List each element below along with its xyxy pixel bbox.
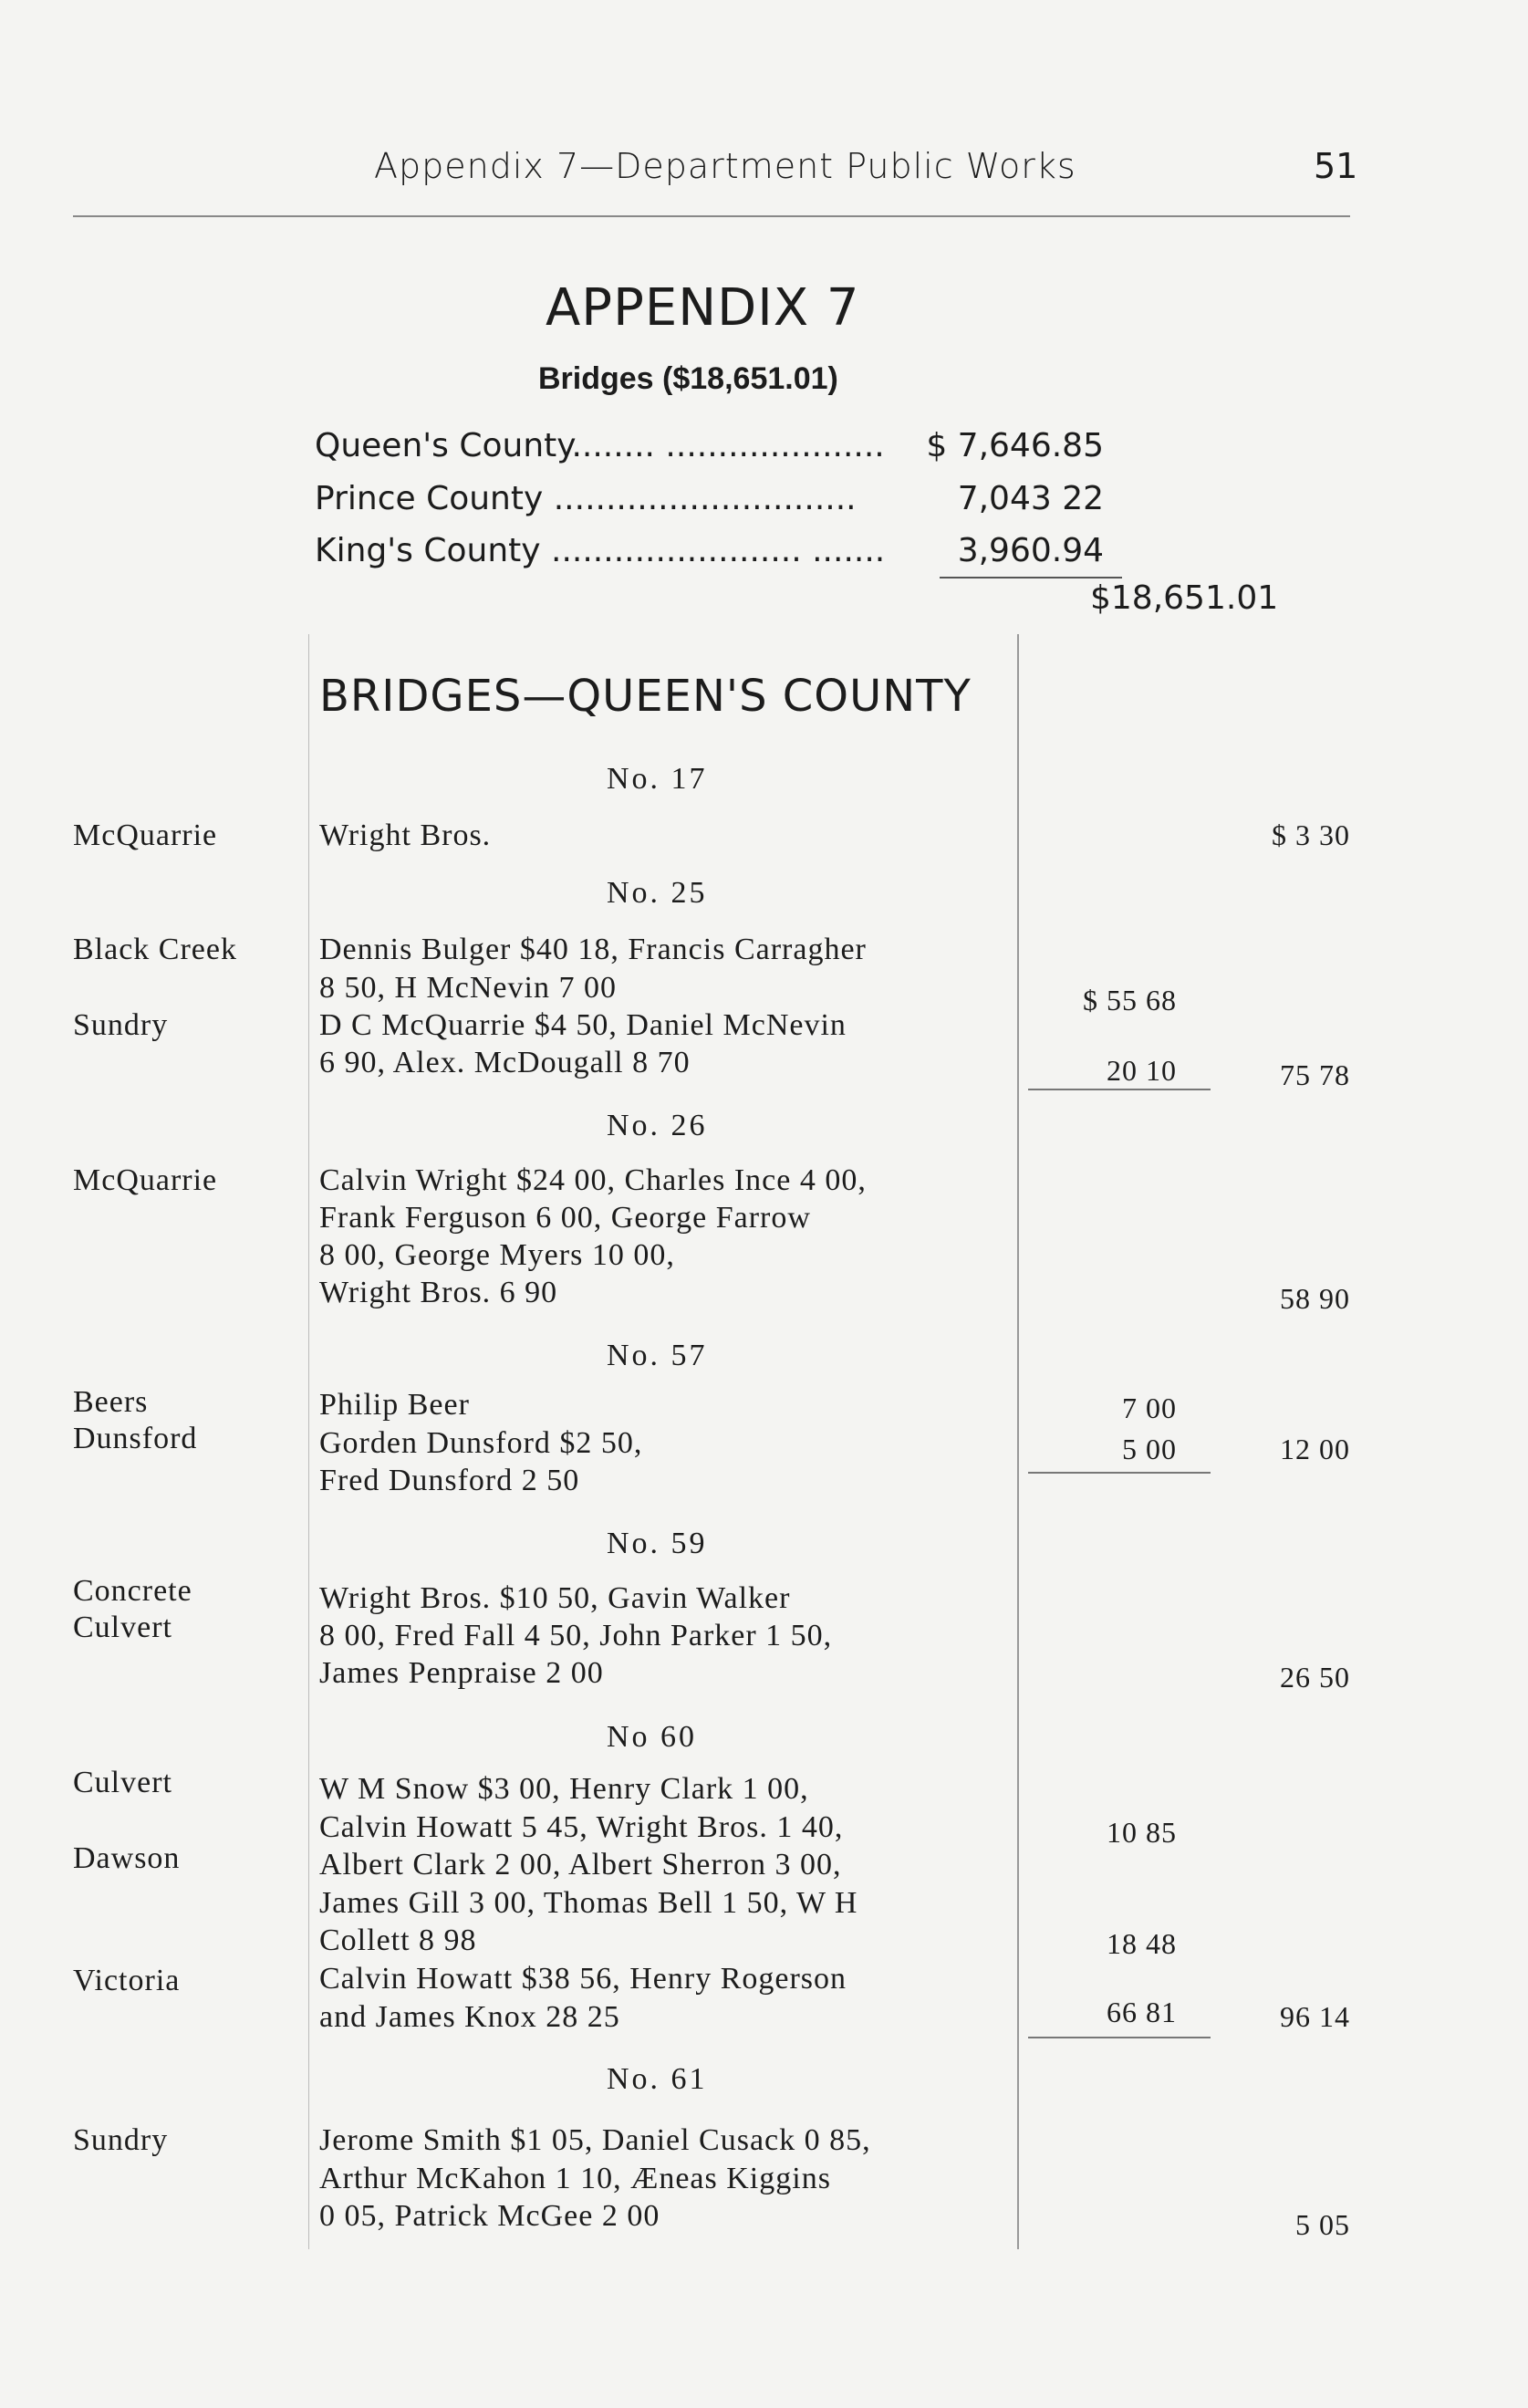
entry-line: and James Knox 28 25 [319,2000,620,2034]
entry-sub-amount: 20 10 [1107,1054,1177,1087]
summary-amount-prince: 7,043 22 [957,480,1104,517]
entry-line: Fred Dunsford 2 50 [319,1464,580,1497]
subtotal-rule [1028,1472,1211,1474]
entry-sub-amount: $ 55 68 [1083,984,1177,1016]
entry-side-label: McQuarrie [73,1163,218,1197]
entry-line: 6 90, Alex. McDougall 8 70 [319,1046,691,1079]
entry-sub-amount: 66 81 [1107,1996,1177,2028]
summary-label-prince: Prince County ............................. [315,480,857,517]
entry-total: 12 00 [1280,1433,1350,1465]
entry-total: $ 3 30 [1272,818,1350,851]
entry-total: 5 05 [1295,2208,1350,2241]
entry-line: D C McQuarrie $4 50, Daniel McNevin [319,1008,847,1042]
summary-amount-kings: 3,960.94 [957,532,1104,569]
column-divider-left [308,634,309,2249]
entry-line: Calvin Howatt 5 45, Wright Bros. 1 40, [319,1810,844,1844]
entry-line: Wright Bros. [319,818,492,852]
entry-line: Calvin Howatt $38 56, Henry Rogerson [319,1962,847,1996]
entry-total: 96 14 [1280,2000,1350,2033]
entry-line: 8 00, George Myers 10 00, [319,1238,675,1272]
entry-sub-amount: 18 48 [1107,1927,1177,1960]
entry-line: Wright Bros. $10 50, Gavin Walker [319,1581,791,1615]
entry-sub-amount: 5 00 [1122,1433,1177,1465]
entry-side-label: Sundry [73,2123,169,2157]
subtitle: Bridges ($18,651.01) [538,361,838,396]
entry-total: 75 78 [1280,1058,1350,1091]
subtotal-rule [1028,2037,1211,2038]
entry-total: 58 90 [1280,1282,1350,1315]
header-divider [73,215,1350,217]
summary-label-queens: Queen's County........ ..................... [315,427,885,464]
entry-side-label: Culvert [73,1611,172,1644]
entry-line: 0 05, Patrick McGee 2 00 [319,2199,660,2233]
entry-side-label: Beers [73,1385,149,1419]
entry-line: James Gill 3 00, Thomas Bell 1 50, W H [319,1886,858,1920]
entry-sub-amount: 10 85 [1107,1816,1177,1849]
section-title: BRIDGES—QUEEN'S COUNTY [319,671,972,722]
entry-number: No. 17 [607,762,708,796]
entry-side-label: Concrete [73,1574,192,1608]
entry-line: W M Snow $3 00, Henry Clark 1 00, [319,1772,809,1806]
entry-side-label: Black Creek [73,933,237,966]
entry-number: No. 25 [607,876,708,910]
entry-line: Calvin Wright $24 00, Charles Ince 4 00, [319,1163,867,1197]
summary-total: $18,651.01 [1090,579,1279,617]
entry-side-label: Culvert [73,1766,172,1799]
appendix-title: APPENDIX 7 [546,278,860,338]
entry-number: No. 61 [607,2062,708,2096]
entry-line: Frank Ferguson 6 00, George Farrow [319,1201,811,1235]
entry-line: Arthur McKahon 1 10, Æneas Kiggins [319,2162,831,2195]
entry-line: James Penpraise 2 00 [319,1656,604,1690]
entry-line: Dennis Bulger $40 18, Francis Carragher [319,933,867,966]
page-number: 51 [1314,146,1358,186]
entry-line: Jerome Smith $1 05, Daniel Cusack 0 85, [319,2123,871,2157]
summary-rule [940,577,1122,579]
entry-line: Albert Clark 2 00, Albert Sherron 3 00, [319,1848,842,1882]
entry-number: No. 57 [607,1339,708,1372]
running-head-title: Appendix 7—Department Public Works [374,146,1076,186]
entry-total: 26 50 [1280,1661,1350,1694]
entry-line: Philip Beer [319,1388,470,1422]
entry-line: Gorden Dunsford $2 50, [319,1426,643,1460]
entry-side-label: Sundry [73,1008,169,1042]
entry-side-label: Dawson [73,1841,181,1875]
entry-line: Collett 8 98 [319,1923,477,1957]
entry-number: No 60 [607,1720,698,1754]
summary-label-kings: King's County ........................ ....... [315,532,886,569]
entry-side-label: Victoria [73,1964,181,1997]
entry-sub-amount: 7 00 [1122,1392,1177,1424]
entry-number: No. 59 [607,1527,708,1560]
entry-line: 8 50, H McNevin 7 00 [319,971,617,1005]
summary-amount-queens: $ 7,646.85 [926,427,1104,464]
entry-line: Wright Bros. 6 90 [319,1276,558,1309]
entry-line: 8 00, Fred Fall 4 50, John Parker 1 50, [319,1619,833,1652]
entry-side-label: McQuarrie [73,818,218,852]
entry-side-label: Dunsford [73,1422,198,1455]
entry-number: No. 26 [607,1109,708,1142]
